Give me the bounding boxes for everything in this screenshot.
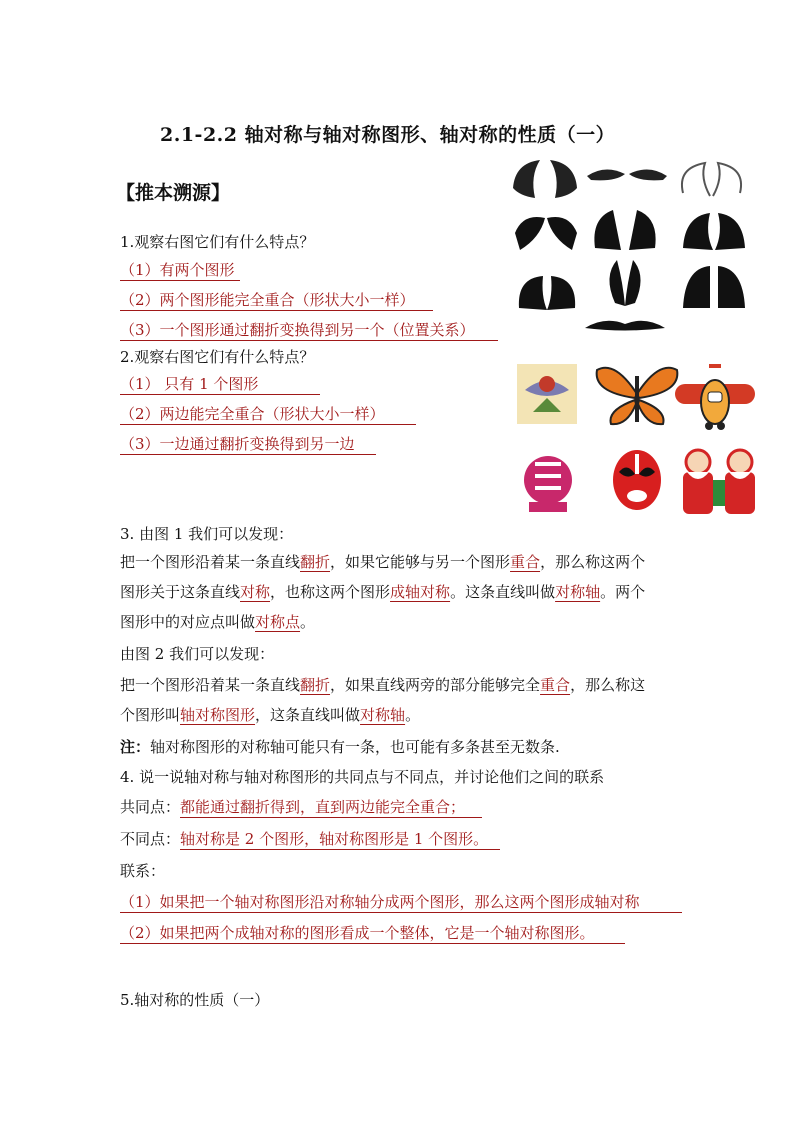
wings-icon <box>513 160 577 198</box>
q3-paragraph-line-3: 图形中的对应点叫做对称点。 <box>120 613 316 631</box>
q3-intro: 3. 由图 1 我们可以发现： <box>120 525 294 543</box>
wings-icon <box>519 276 575 310</box>
q3-paragraph-line-2: 图形关于这条直线对称，也称这两个图形成轴对称。这条直线叫做对称轴。两个 <box>120 583 646 601</box>
q3-paragraph-line-1: 把一个图形沿着某一条直线翻折，如果它能够与另一个图形重合，那么称这两个 <box>120 553 646 571</box>
wings-icon <box>585 260 665 331</box>
blank-fold-2: 翻折 <box>300 676 331 694</box>
q1-answer-2: （2）两个图形能完全重合（形状大小一样） <box>120 290 433 311</box>
wings-icon <box>683 213 745 250</box>
q3-note <box>120 737 560 757</box>
toy-plane-icon <box>675 364 755 430</box>
section-heading: 【推本溯源】 <box>116 182 231 204</box>
blank-symmetry-axis-2: 对称轴 <box>360 706 406 724</box>
q2-prompt: 2.观察右图它们有什么特点？ <box>120 348 315 366</box>
q4-relation-2: （2）如果把两个成轴对称的图形看成一个整体，它是一个轴对称图形。 <box>120 923 625 944</box>
kite-icon <box>517 364 577 424</box>
blank-coincide-2: 重合 <box>540 676 571 694</box>
note-label: 注： <box>120 738 151 756</box>
blank-symmetric: 对称 <box>240 583 271 601</box>
blank-symmetry-axis: 对称轴 <box>555 583 601 601</box>
q4-prompt: 4. 说一说轴对称与轴对称图形的共同点与不同点，并讨论他们之间的联系 <box>120 768 605 786</box>
q5-heading: 5.轴对称的性质（一） <box>120 991 270 1009</box>
q4-common: 共同点：都能通过翻折得到，直到两边能完全重合； <box>120 797 482 818</box>
q2-answer-3: （3）一边通过翻折变换得到另一边 <box>120 434 376 455</box>
wings-icon <box>682 163 741 196</box>
q4-difference: 不同点：轴对称是 2 个图形，轴对称图形是 1 个图形。 <box>120 829 500 850</box>
figure-2-symmetric-shapes <box>515 362 760 522</box>
blank-axial-symmetric: 成轴对称 <box>390 583 451 601</box>
q2-answer-1: （1） 只有 1 个图形 <box>120 374 320 395</box>
blank-coincide: 重合 <box>510 553 541 571</box>
q4-relation-1: （1）如果把一个轴对称图形沿对称轴分成两个图形，那么这两个图形成轴对称 <box>120 892 682 913</box>
q1-answer-3: （3）一个图形通过翻折变换得到另一个（位置关系） <box>120 320 498 341</box>
santa-icon <box>683 450 755 514</box>
q4-difference-answer: 轴对称是 2 个图形，轴对称图形是 1 个图形。 <box>180 829 500 850</box>
q3-intro-2: 由图 2 我们可以发现： <box>120 645 275 663</box>
q3-paragraph-line-5: 个图形叫轴对称图形，这条直线叫做对称轴。 <box>120 706 421 724</box>
note-text: 轴对称图形的对称轴可能只有一条，也可能有多条甚至无数条. <box>150 738 560 756</box>
butterfly-icon <box>597 368 678 424</box>
figure-1-wings <box>505 158 755 338</box>
opera-mask-icon <box>613 450 661 510</box>
blank-axisymmetric-figure: 轴对称图形 <box>180 706 256 724</box>
wings-icon <box>594 210 655 250</box>
blank-symmetric-point: 对称点 <box>255 613 301 631</box>
q1-prompt: 1.观察右图它们有什么特点？ <box>120 233 315 251</box>
q4-relation-label: 联系： <box>120 862 166 880</box>
wings-icon <box>683 266 745 308</box>
double-happiness-icon <box>524 456 572 512</box>
q4-common-answer: 都能通过翻折得到，直到两边能完全重合； <box>180 797 482 818</box>
wings-icon <box>515 217 577 250</box>
wings-icon <box>587 169 667 180</box>
q3-paragraph-line-4: 把一个图形沿着某一条直线翻折，如果直线两旁的部分能够完全重合，那么称这 <box>120 676 646 694</box>
blank-fold: 翻折 <box>300 553 331 571</box>
page-title: 2.1-2.2 轴对称与轴对称图形、轴对称的性质（一） <box>160 124 616 146</box>
q1-answer-1: （1）有两个图形 <box>120 260 240 281</box>
q2-answer-2: （2）两边能完全重合（形状大小一样） <box>120 404 416 425</box>
